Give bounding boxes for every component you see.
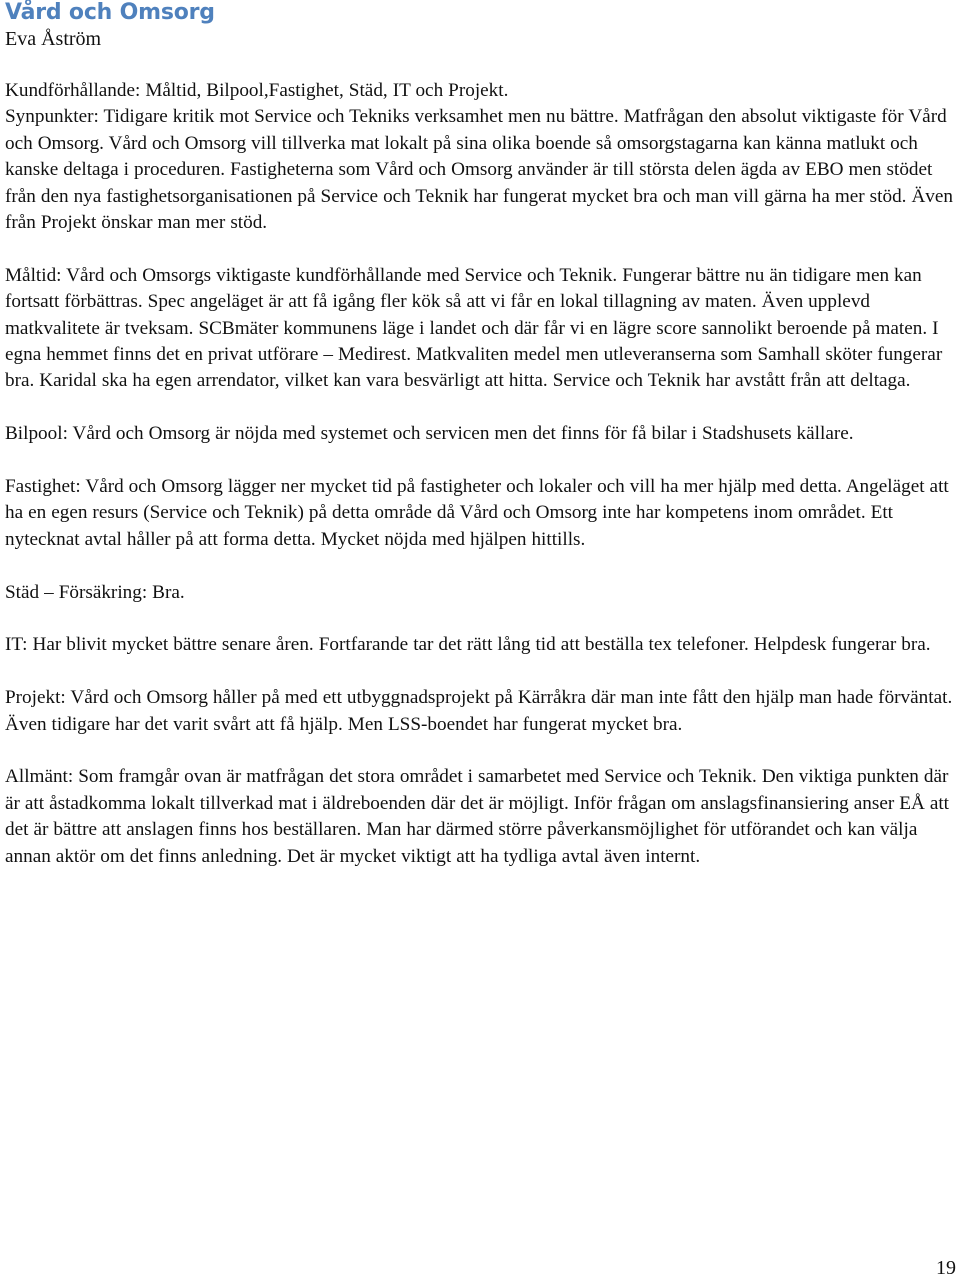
paragraph-bilpool: Bilpool: Vård och Omsorg är nöjda med systemet och servicen men det finns för få bilar i Stadshusets källare. [5,423,854,445]
paragraph-stad: Städ – Försäkring: Bra. [5,581,185,603]
section-heading: Vård och Omsorg [5,0,215,25]
page-number: 19 [936,1257,956,1279]
paragraph-allmant: Allmänt: Som framgår ovan är matfrågan det stora området i samarbetet med Service och Teknik. Den viktiga punkten där är att åstadkomma lokalt tillverkad mat i äldreboenden där det är möjligt. Inför frågan om anslagsfinansiering anser EÅ att det är bättre att anslagen finns hos beställaren. Man har därmed större påverkansmöjlighet för utförandet och kan välja annan aktör om det finns anledning. Det är mycket viktigt att ha tydliga avtal även internt. [5,766,950,867]
author-name: Eva Åström [5,28,102,50]
document-page [5,0,955,896]
paragraph-fastighet: Fastighet: Vård och Omsorg lägger ner mycket tid på fastigheter och lokaler och vill ha mer hjälp med detta. Angeläget att ha en egen resurs (Service och Teknik) på detta område då Vård och Omsorg inte har kompetens inom området. Ett nytecknat avtal håller på att forma detta. Mycket nöjda med hjälpen hittills. [5,476,949,550]
intro-line: Kundförhållande: Måltid, Bilpool,Fastighet, Städ, IT och Projekt. [5,80,509,101]
paragraph-synpunkter: Synpunkter: Tidigare kritik mot Service och Tekniks verksamhet men nu bättre. Matfrågan den absolut viktigaste för Vård och Omsorg. Vård och Omsorg vill tillverka mat lokalt på sina olika boende så omsorgstagarna kan känna matlukt och kanske deltaga i proceduren. Fastigheterna som Vård och Omsorg använder är till största delen ägda av EBO men stödet från den nya fastighetsorganisationen på Service och Teknik har fungerat mycket bra och man vill gärna ha mer stöd. Även från Projekt önskar man mer stöd. [5,106,954,234]
paragraph-it: IT: Har blivit mycket bättre senare åren. Fortfarande tar det rätt lång tid att beställa tex telefoner. Helpdesk fungerar bra. [5,634,931,656]
paragraph-maltid: Måltid: Vård och Omsorgs viktigaste kundförhållande med Service och Teknik. Fungerar bättre nu än tidigare men kan fortsatt förbättras. Spec angeläget är att få igång fler kök så att vi får en lokal tillagning av maten. Även upplevd matkvalitete är tveksam. SCBmäter kommunens läge i landet och där får vi en lägre score sannolikt beroende på maten. I egna hemmet finns det en privat utförare – Medirest. Matkvaliten medel men utleveranserna som Samhall sköter fungerar bra. Karidal ska ha egen arrendator, vilket kan vara besvärligt att hitta. Service och Teknik har avstått från att deltaga. [5,264,943,392]
paragraph-projekt: Projekt: Vård och Omsorg håller på med ett utbyggnadsprojekt på Kärråkra där man inte fått den hjälp man hade förväntat. Även tidigare har det varit svårt att få hjälp. Men LSS-boendet har fungerat mycket bra. [5,687,953,735]
